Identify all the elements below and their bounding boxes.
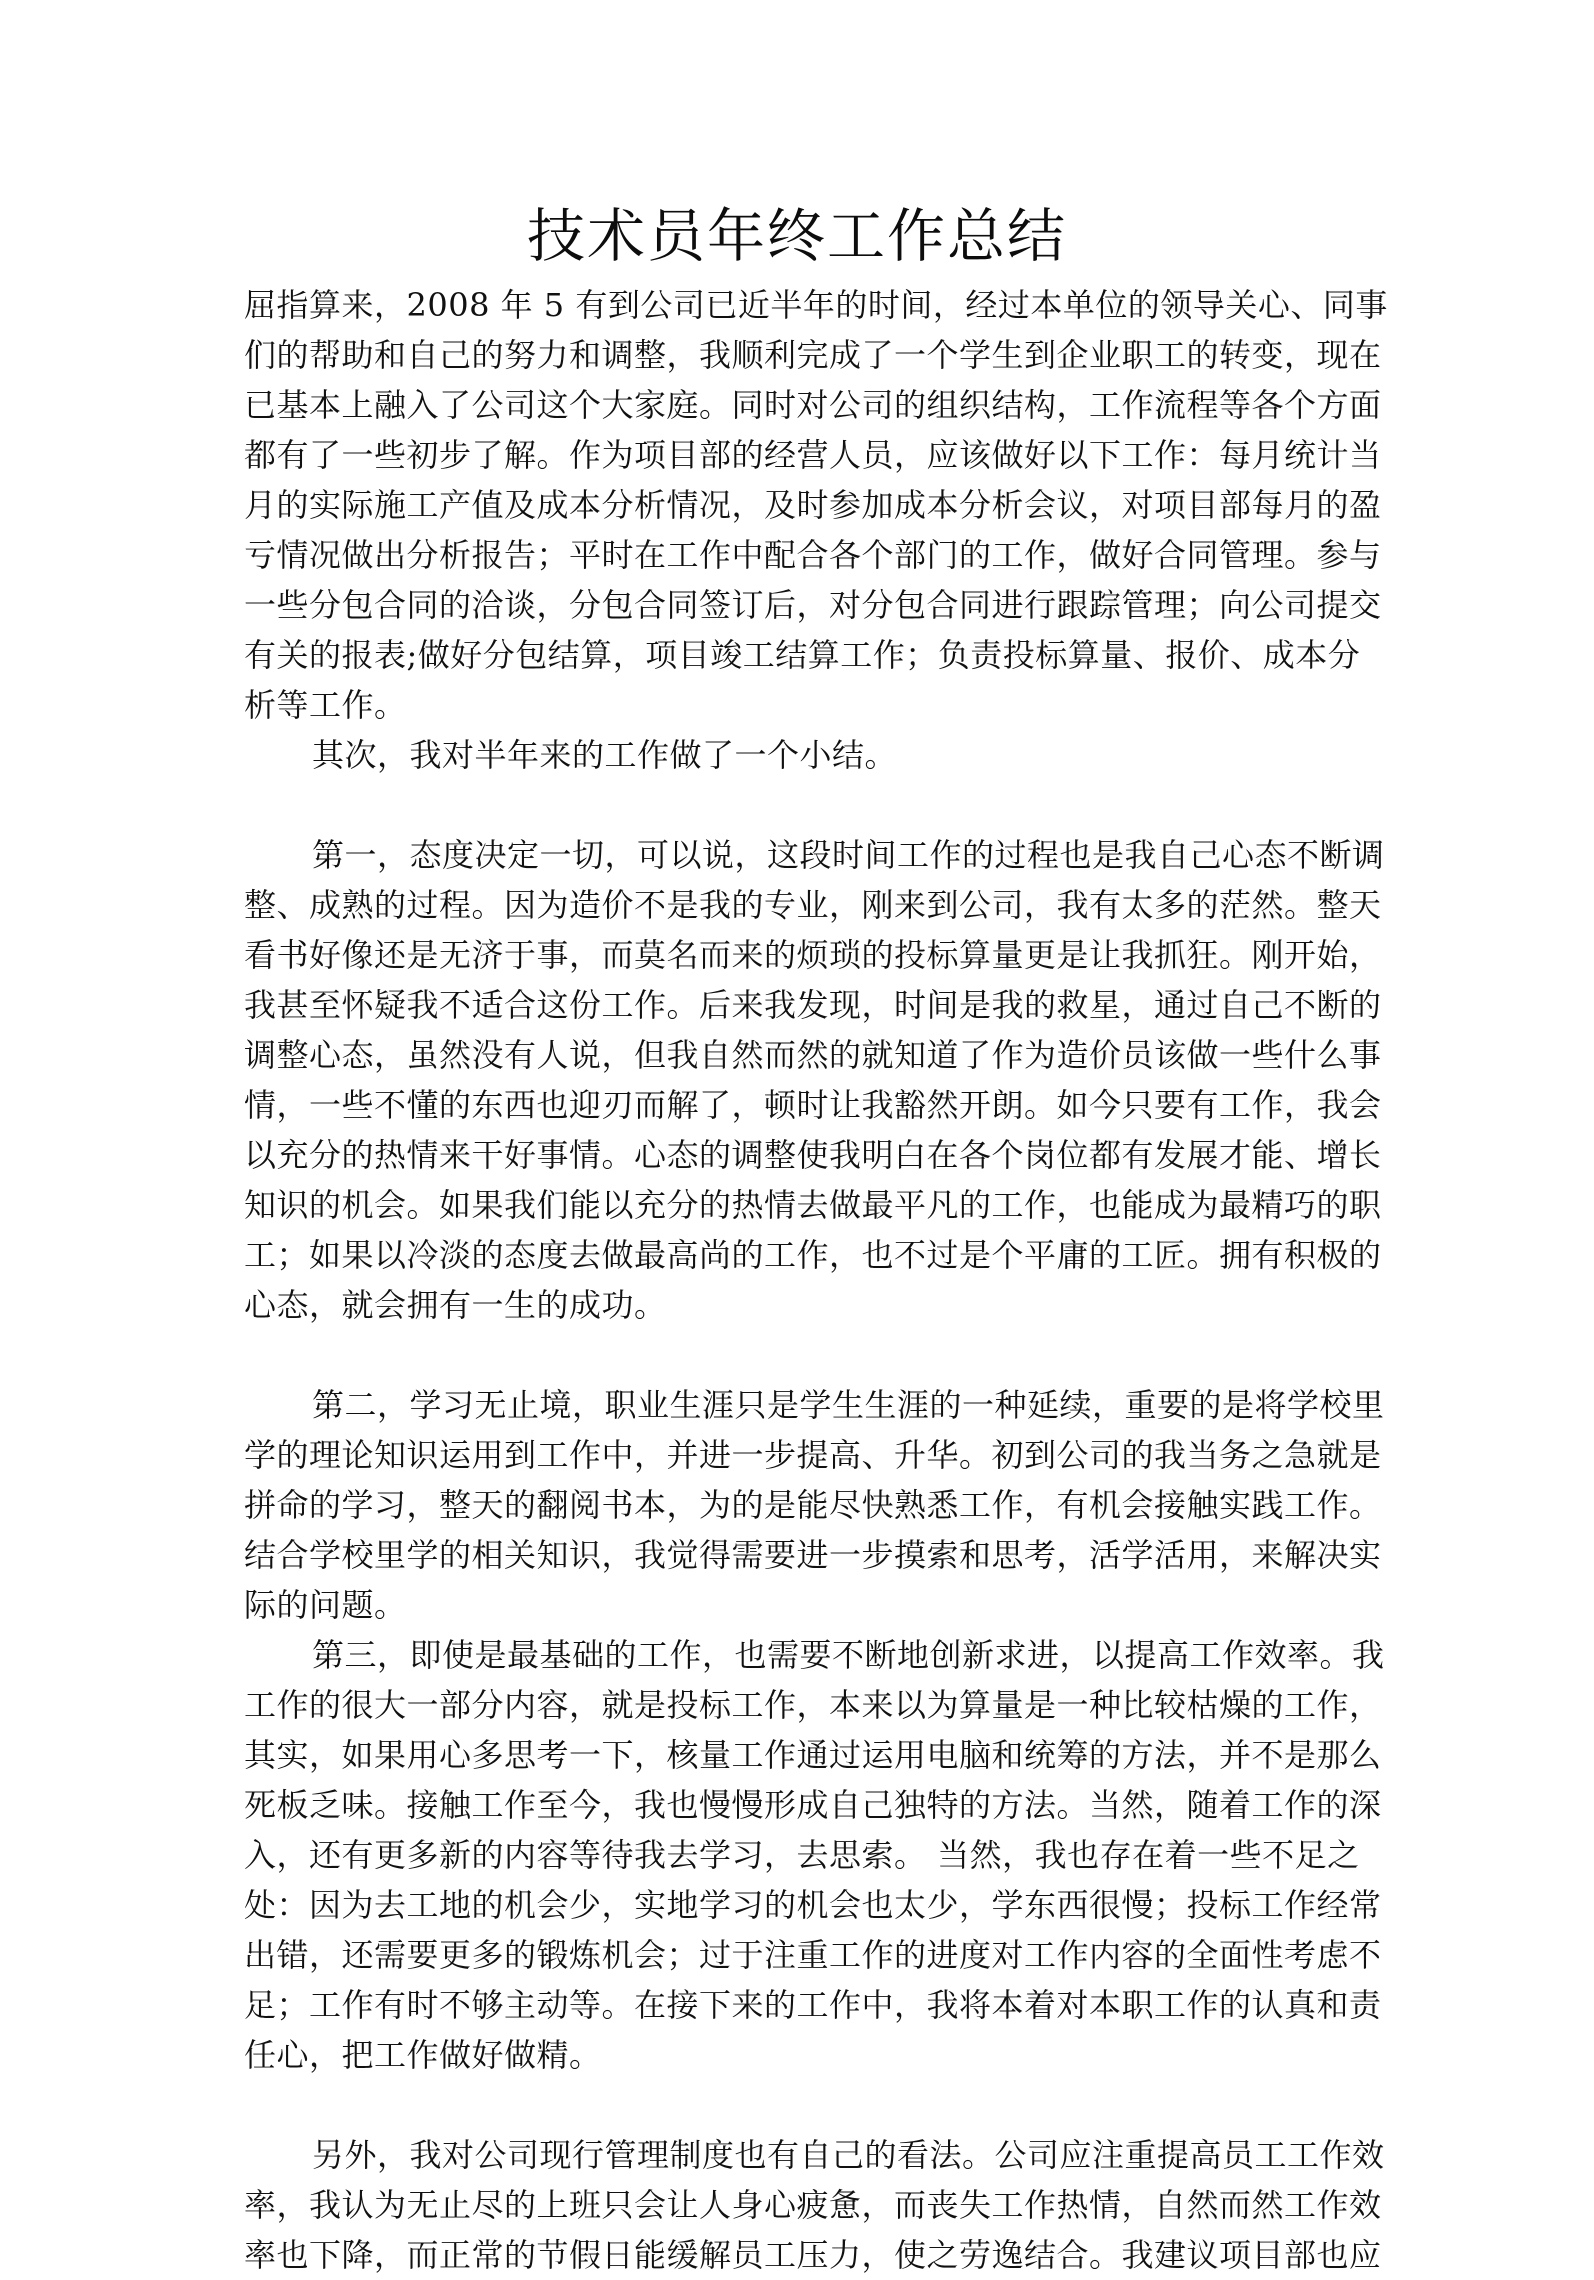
paragraph-gap xyxy=(244,2080,1354,2130)
text-line: 我甚至怀疑我不适合这份工作。后来我发现，时间是我的救星，通过自己不断的 xyxy=(244,986,1382,1024)
text-line: 其次，我对半年来的工作做了一个小结。 xyxy=(312,736,898,774)
text-line: 拼命的学习，整天的翻阅书本，为的是能尽快熟悉工作，有机会接触实践工作。 xyxy=(244,1486,1382,1524)
text-line: 整、成熟的过程。因为造价不是我的专业，刚来到公司，我有太多的茫然。整天 xyxy=(244,886,1382,924)
text-line: 入，还有更多新的内容等待我去学习，去思索。 当然，我也存在着一些不足之 xyxy=(244,1836,1360,1874)
text-line: 第二，学习无止境，职业生涯只是学生生涯的一种延续，重要的是将学校里 xyxy=(312,1386,1385,1424)
text-line: 另外，我对公司现行管理制度也有自己的看法。公司应注重提高员工工作效 xyxy=(312,2136,1385,2174)
text-line: 情，一些不懂的东西也迎刃而解了，顿时让我豁然开朗。如今只要有工作，我会 xyxy=(244,1086,1382,1124)
text-line: 工；如果以冷淡的态度去做最高尚的工作，也不过是个平庸的工匠。拥有积极的 xyxy=(244,1236,1382,1274)
paragraph xyxy=(244,1380,1385,1630)
text-line: 第三，即使是最基础的工作，也需要不断地创新求进，以提高工作效率。我 xyxy=(312,1636,1385,1674)
text-line: 知识的机会。如果我们能以充分的热情去做最平凡的工作，也能成为最精巧的职 xyxy=(244,1186,1382,1224)
document-title: 技术员年终工作总结 xyxy=(526,202,1067,270)
text-line: 都有了一些初步了解。作为项目部的经营人员，应该做好以下工作：每月统计当 xyxy=(244,436,1382,474)
text-line: 死板乏味。接触工作至今，我也慢慢形成自己独特的方法。当然，随着工作的深 xyxy=(244,1786,1382,1824)
text-line: 结合学校里学的相关知识，我觉得需要进一步摸索和思考，活学活用，来解决实 xyxy=(244,1536,1382,1574)
text-line: 第一，态度决定一切，可以说，这段时间工作的过程也是我自己心态不断调 xyxy=(312,836,1385,874)
text-line: 以充分的热情来干好事情。心态的调整使我明白在各个岗位都有发展才能、增长 xyxy=(244,1136,1382,1174)
text-line: 亏情况做出分析报告；平时在工作中配合各个部门的工作，做好合同管理。参与 xyxy=(244,536,1382,574)
text-line: 心态，就会拥有一生的成功。 xyxy=(244,1286,667,1324)
text-line: 出错，还需要更多的锻炼机会；过于注重工作的进度对工作内容的全面性考虑不 xyxy=(244,1936,1382,1974)
text-line: 有关的报表;做好分包结算，项目竣工结算工作；负责投标算量、报价、成本分 xyxy=(244,636,1361,674)
text-line: 们的帮助和自己的努力和调整，我顺利完成了一个学生到企业职工的转变，现在 xyxy=(244,336,1382,374)
text-line: 足；工作有时不够主动等。在接下来的工作中，我将本着对本职工作的认真和责 xyxy=(244,1986,1382,2024)
text-line: 月的实际施工产值及成本分析情况，及时参加成本分析会议，对项目部每月的盈 xyxy=(244,486,1382,524)
text-line: 已基本上融入了公司这个大家庭。同时对公司的组织结构，工作流程等各个方面 xyxy=(244,386,1382,424)
text-line: 其实，如果用心多思考一下，核量工作通过运用电脑和统筹的方法，并不是那么 xyxy=(244,1736,1382,1774)
paragraph xyxy=(244,280,1388,730)
text-line: 看书好像还是无济于事，而莫名而来的烦琐的投标算量更是让我抓狂。刚开始， xyxy=(244,936,1382,974)
paragraph xyxy=(244,830,1385,1330)
paragraph xyxy=(244,2130,1385,2280)
paragraph-gap xyxy=(244,780,1354,830)
text-line: 率，我认为无止尽的上班只会让人身心疲惫，而丧失工作热情，自然而然工作效 xyxy=(244,2186,1382,2224)
text-line: 任心，把工作做好做精。 xyxy=(244,2036,602,2074)
document-body xyxy=(244,280,1388,2280)
paragraph-gap xyxy=(244,1330,1354,1380)
text-line: 处：因为去工地的机会少，实地学习的机会也太少，学东西很慢；投标工作经常 xyxy=(244,1886,1382,1924)
text-line: 屈指算来，2008 年 5 有到公司已近半年的时间，经过本单位的领导关心、同事 xyxy=(244,286,1388,324)
paragraph xyxy=(244,730,1354,780)
text-line: 率也下降，而正常的节假日能缓解员工压力，使之劳逸结合。我建议项目部也应 xyxy=(244,2236,1382,2274)
text-line: 调整心态，虽然没有人说，但我自然而然的就知道了作为造价员该做一些什么事 xyxy=(244,1036,1382,1074)
text-line: 学的理论知识运用到工作中，并进一步提高、升华。初到公司的我当务之急就是 xyxy=(244,1436,1382,1474)
text-line: 一些分包合同的洽谈，分包合同签订后，对分包合同进行跟踪管理；向公司提交 xyxy=(244,586,1382,624)
text-line: 工作的很大一部分内容，就是投标工作，本来以为算量是一种比较枯燥的工作， xyxy=(244,1686,1382,1724)
text-line: 际的问题。 xyxy=(244,1586,407,1624)
text-line: 析等工作。 xyxy=(244,686,407,724)
paragraph xyxy=(244,1630,1385,2080)
